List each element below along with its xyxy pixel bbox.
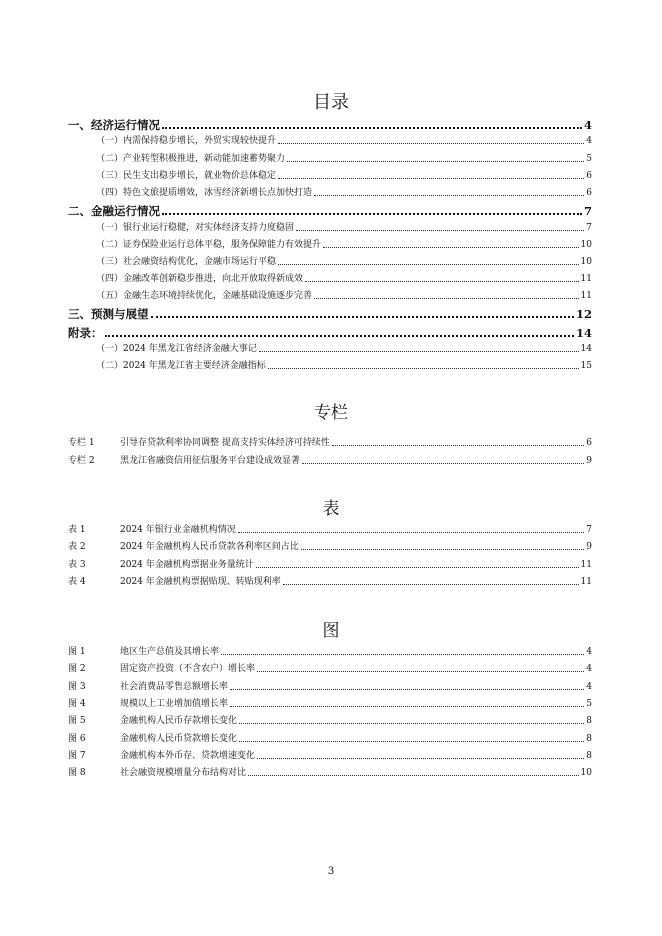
toc-entry[interactable] <box>68 170 592 182</box>
dot-leader <box>278 264 579 265</box>
table-entry[interactable] <box>68 524 592 536</box>
toc-entry[interactable] <box>68 153 592 165</box>
toc-entry-page: 6 <box>586 188 592 198</box>
toc-heading: 目录 <box>313 92 349 113</box>
tables-heading: 表 <box>322 499 340 519</box>
toc-entry-title: 附录： <box>68 326 103 340</box>
toc-entry[interactable] <box>68 290 592 302</box>
dot-leader <box>323 247 579 248</box>
table-entry-title: 2024 年金融机构票据贴现、转贴现利率 <box>120 577 281 587</box>
table-entry-number: 表 1 <box>68 525 86 535</box>
columns-heading: 专栏 <box>314 403 348 423</box>
toc-entry[interactable] <box>68 256 592 268</box>
dot-leader <box>305 281 579 282</box>
dot-leader <box>296 230 584 231</box>
figure-entry-number: 图 5 <box>68 716 86 726</box>
dot-leader <box>230 706 584 707</box>
figure-entry-page: 8 <box>586 716 592 726</box>
figure-entry-number: 图 7 <box>68 751 86 761</box>
figure-entry-number: 图 2 <box>68 664 86 674</box>
table-entry[interactable] <box>68 576 592 588</box>
toc-entry[interactable] <box>68 360 592 372</box>
toc-entry-page: 11 <box>580 274 592 284</box>
dot-leader <box>162 127 582 129</box>
page-number: 3 <box>327 866 335 877</box>
toc-entry-page: 11 <box>580 291 592 301</box>
dot-leader <box>283 584 579 585</box>
column-entry[interactable] <box>68 437 592 449</box>
figure-entry-title: 社会融资规模增量分布结构对比 <box>120 768 247 778</box>
figure-entry-page: 5 <box>586 699 592 709</box>
table-entry-title: 2024 年金融机构人民币贷款各利率区间占比 <box>120 542 299 552</box>
toc-entry-page: 4 <box>583 118 592 132</box>
figure-entry[interactable] <box>68 733 592 745</box>
toc-entry[interactable] <box>68 118 592 132</box>
toc-entry-page: 12 <box>575 307 592 321</box>
dot-leader <box>287 161 584 162</box>
toc-entry-title: （四）特色文旅提质增效，冰雪经济新增长点加快打造 <box>96 188 313 198</box>
column-entry-page: 9 <box>586 456 592 466</box>
dot-leader <box>301 549 584 550</box>
figure-entry[interactable] <box>68 698 592 710</box>
figure-entry-number: 图 1 <box>68 647 86 657</box>
toc-entry-title: （二）产业转型积极推进，新动能加速蓄势聚力 <box>96 154 286 164</box>
toc-entry-title: （一）内需保持稳步增长，外贸实现较快提升 <box>96 136 277 146</box>
column-entry-title: 黑龙江省融资信用征信服务平台建设成效显著 <box>120 456 301 466</box>
table-entry-page: 9 <box>586 542 592 552</box>
table-entry-page: 11 <box>580 560 592 570</box>
column-entry-number: 专栏 2 <box>68 456 95 466</box>
toc-entry-page: 4 <box>586 136 592 146</box>
toc-entry[interactable] <box>68 343 592 355</box>
toc-entry-title: 二、金融运行情况 <box>68 204 160 218</box>
toc-entry-page: 15 <box>580 361 592 371</box>
dot-leader <box>230 689 584 690</box>
toc-entry-title: （三）社会融资结构优化，金融市场运行平稳 <box>96 257 277 267</box>
dot-leader <box>239 723 584 724</box>
dot-leader <box>302 463 584 464</box>
toc-entry-title: （五）金融生态环境持续优化，金融基础设施逐步完善 <box>96 291 313 301</box>
table-entry-number: 表 3 <box>68 560 86 570</box>
toc-entry[interactable] <box>68 273 592 285</box>
toc-entry-title: （二）证券保险业运行总体平稳，服务保障能力有效提升 <box>96 240 322 250</box>
dot-leader <box>259 351 579 352</box>
figure-entry-page: 8 <box>586 751 592 761</box>
figure-entry[interactable] <box>68 681 592 693</box>
figure-entry-title: 金融机构本外币存、贷款增速变化 <box>120 751 256 761</box>
dot-leader <box>268 368 579 369</box>
figure-entry[interactable] <box>68 750 592 762</box>
dot-leader <box>162 213 582 215</box>
figure-entry-title: 金融机构人民币贷款增长变化 <box>120 734 238 744</box>
table-entry[interactable] <box>68 541 592 553</box>
toc-entry-title: 三、预测与展望 <box>68 307 149 321</box>
dot-leader <box>151 316 574 318</box>
dot-leader <box>257 671 584 672</box>
toc-entry-title: （四）金融改革创新稳步推进，向北开放取得新成效 <box>96 274 304 284</box>
dot-leader <box>238 532 584 533</box>
table-entry-number: 表 2 <box>68 542 86 552</box>
figure-entry-title: 金融机构人民币存款增长变化 <box>120 716 238 726</box>
toc-entry[interactable] <box>68 326 592 340</box>
column-entry[interactable] <box>68 455 592 467</box>
toc-entry-page: 7 <box>583 204 592 218</box>
toc-entry-page: 10 <box>580 257 592 267</box>
toc-entry-page: 10 <box>580 240 592 250</box>
column-entry-number: 专栏 1 <box>68 438 95 448</box>
figure-entry-page: 10 <box>580 768 592 778</box>
toc-entry-page: 6 <box>586 171 592 181</box>
toc-entry[interactable] <box>68 239 592 251</box>
dot-leader <box>256 567 579 568</box>
dot-leader <box>257 758 584 759</box>
dot-leader <box>278 178 584 179</box>
figure-entry-title: 固定资产投资（不含农户）增长率 <box>120 664 256 674</box>
figure-entry-title: 规模以上工业增加值增长率 <box>120 699 229 709</box>
figure-entry-title: 社会消费品零售总额增长率 <box>120 682 229 692</box>
figure-entry-number: 图 3 <box>68 682 86 692</box>
toc-entry-page: 7 <box>586 223 592 233</box>
table-entry-title: 2024 年银行业金融机构情况 <box>120 525 236 535</box>
toc-entry[interactable] <box>68 222 592 234</box>
figure-entry-page: 4 <box>586 647 592 657</box>
toc-entry[interactable] <box>68 307 592 321</box>
toc-entry-title: （三）民生支出稳步增长，就业物价总体稳定 <box>96 171 277 181</box>
table-entry-page: 7 <box>586 525 592 535</box>
figure-entry-page: 4 <box>586 682 592 692</box>
dot-leader <box>105 335 574 337</box>
toc-entry-title: （二）2024 年黑龙江省主要经济金融指标 <box>96 361 266 371</box>
dot-leader <box>314 195 584 196</box>
figure-entry[interactable] <box>68 715 592 727</box>
table-entry-title: 2024 年金融机构票据业务量统计 <box>120 560 254 570</box>
column-entry-page: 6 <box>586 438 592 448</box>
table-entry-number: 表 4 <box>68 577 86 587</box>
dot-leader <box>221 654 584 655</box>
figure-entry-number: 图 8 <box>68 768 86 778</box>
table-entry[interactable] <box>68 559 592 571</box>
figures-heading: 图 <box>322 621 340 641</box>
toc-entry-page: 14 <box>580 344 592 354</box>
figure-entry-title: 地区生产总值及其增长率 <box>120 647 220 657</box>
dot-leader <box>278 143 584 144</box>
table-entry-page: 11 <box>580 577 592 587</box>
figure-entry[interactable] <box>68 646 592 658</box>
dot-leader <box>314 298 579 299</box>
dot-leader <box>248 775 579 776</box>
toc-entry-page: 5 <box>586 154 592 164</box>
column-entry-title: 引导存贷款利率协同调整 提高支持实体经济可持续性 <box>120 438 330 448</box>
dot-leader <box>332 445 584 446</box>
toc-entry-title: 一、经济运行情况 <box>68 118 160 132</box>
toc-entry-page: 14 <box>575 326 592 340</box>
toc-entry[interactable] <box>68 187 592 199</box>
figure-entry-number: 图 6 <box>68 734 86 744</box>
toc-entry[interactable] <box>68 204 592 218</box>
figure-entry-number: 图 4 <box>68 699 86 709</box>
figure-entry[interactable] <box>68 767 592 779</box>
dot-leader <box>239 741 584 742</box>
figure-entry[interactable] <box>68 663 592 675</box>
figure-entry-page: 8 <box>586 734 592 744</box>
toc-entry-title: （一）2024 年黑龙江省经济金融大事记 <box>96 344 257 354</box>
toc-entry[interactable] <box>68 135 592 147</box>
toc-entry-title: （一）银行业运行稳健，对实体经济支持力度稳固 <box>96 223 295 233</box>
figure-entry-page: 4 <box>586 664 592 674</box>
